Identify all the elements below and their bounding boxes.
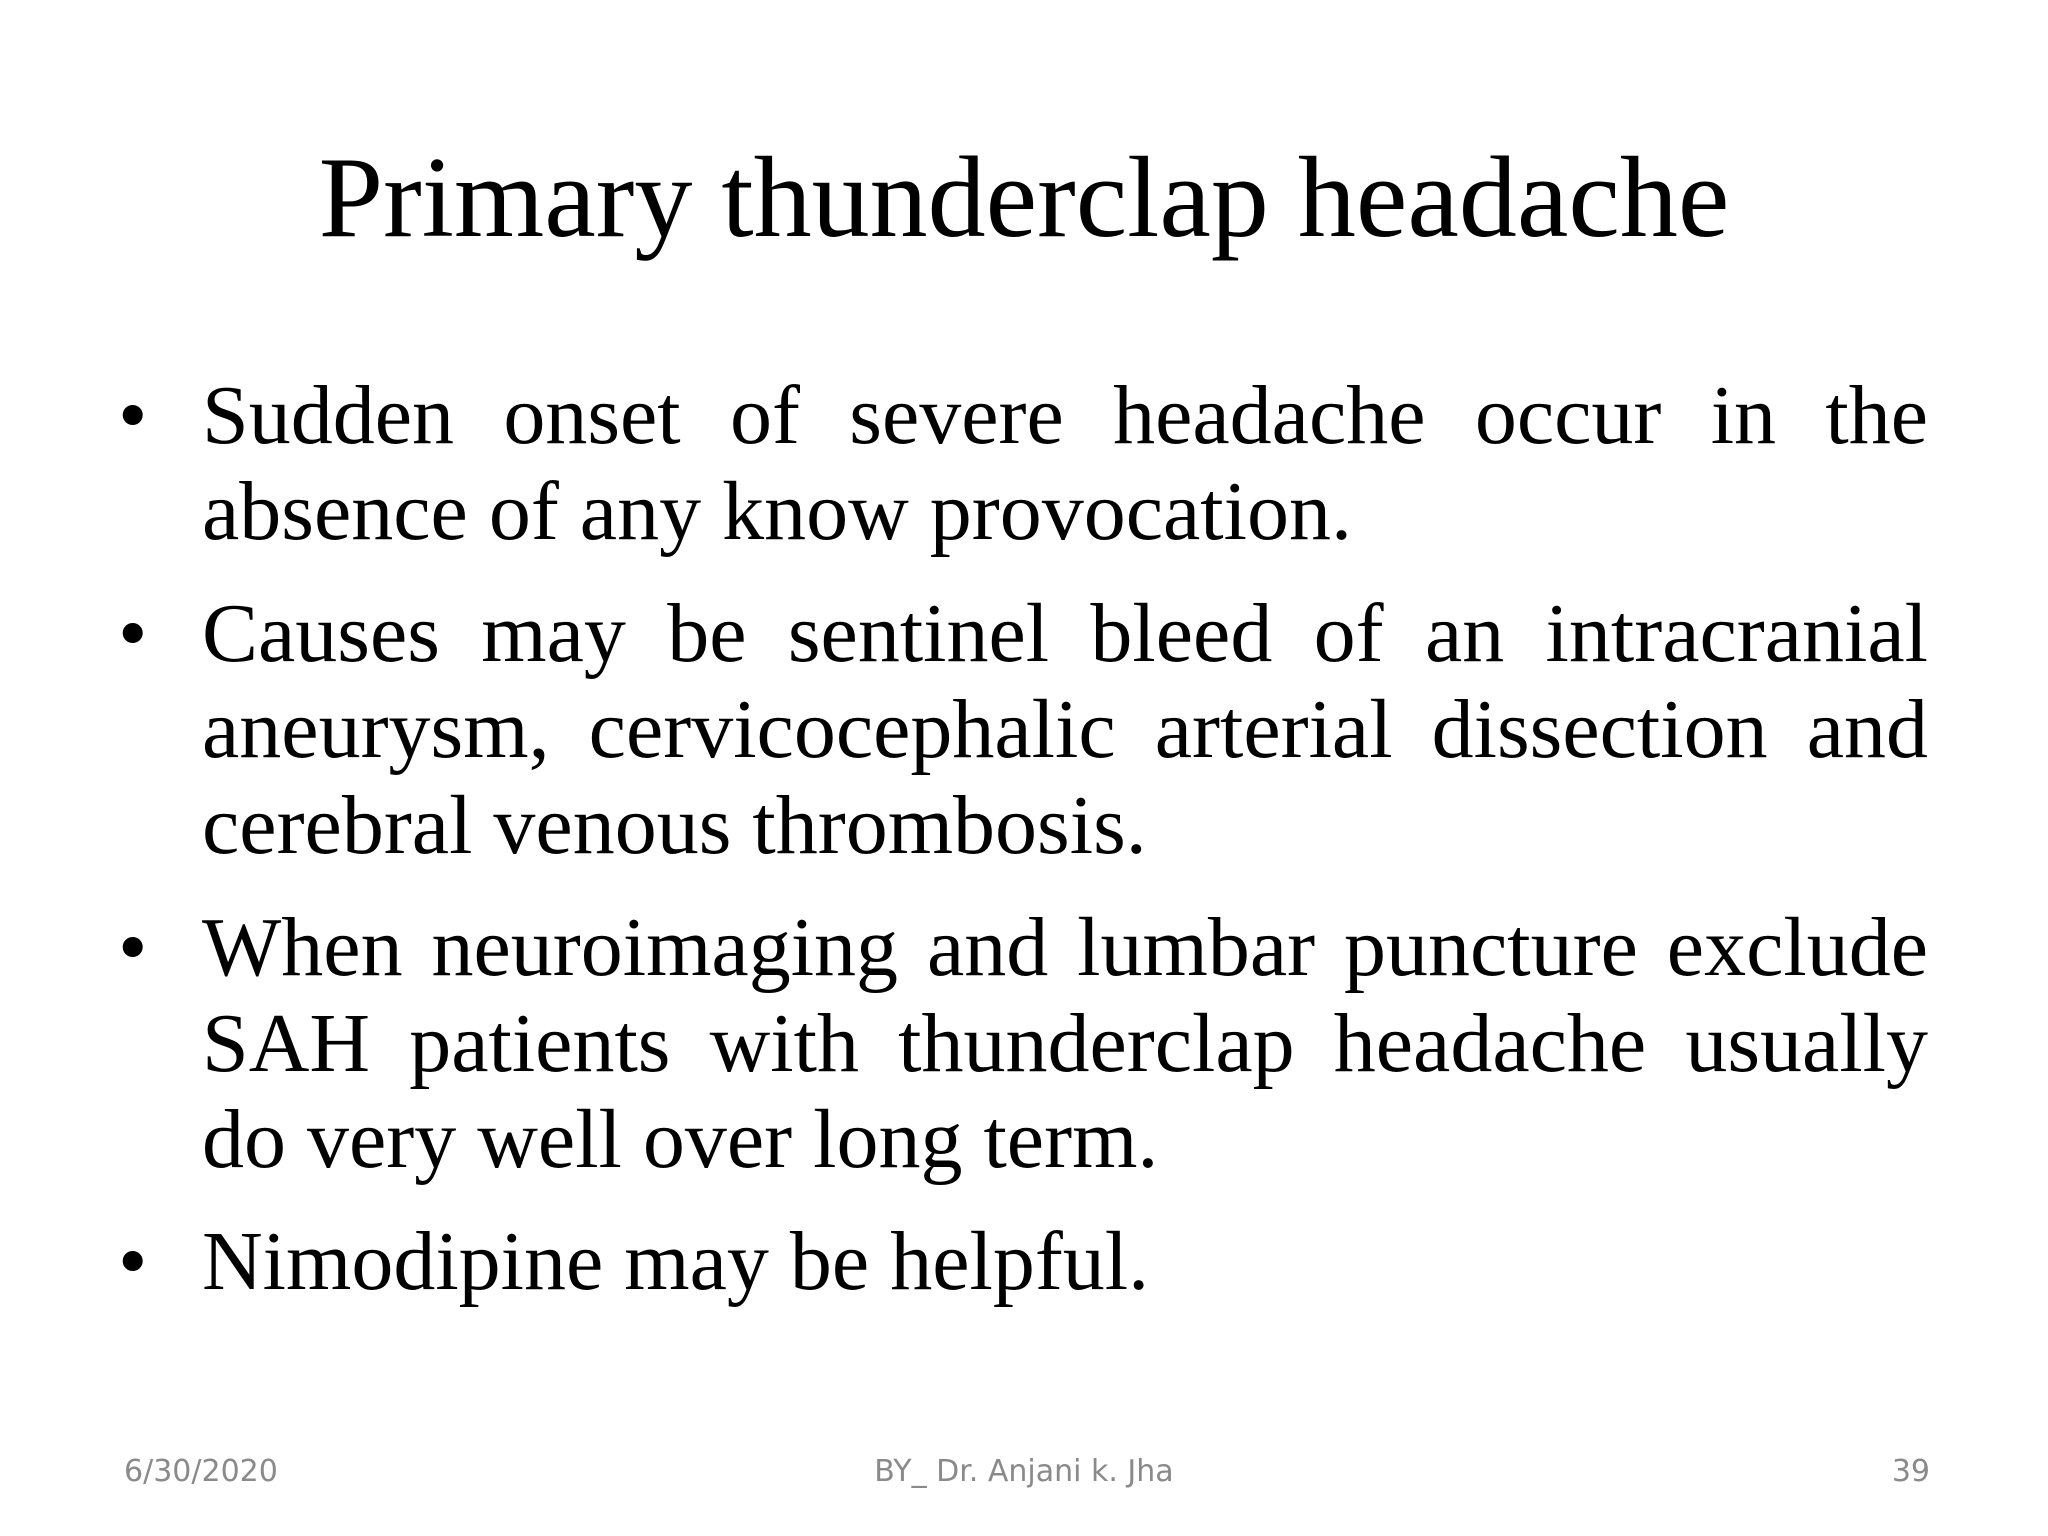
bullet-text: Nimodipine may be helpful.	[202, 1215, 1150, 1308]
bullet-text: Sudden onset of severe headache occur in the absence of any know provocation.	[202, 369, 1928, 558]
bullet-text: Causes may be sentinel bleed of an intracranial aneurysm, cervicocephalic arterial dissection and cerebral venous thrombosis.	[202, 587, 1928, 872]
bullet-list	[118, 368, 1928, 1336]
bullet-item	[118, 900, 1928, 1188]
bullet-item	[118, 586, 1928, 874]
bullet-marker: •	[118, 901, 148, 994]
footer-author: BY_ Dr. Anjani k. Jha	[874, 1454, 1174, 1489]
bullet-marker: •	[118, 1215, 148, 1308]
footer-date: 6/30/2020	[124, 1454, 278, 1489]
page-number: 39	[1891, 1454, 1930, 1489]
bullet-marker: •	[118, 369, 148, 462]
bullet-item	[118, 1214, 1928, 1310]
slide-title: Primary thunderclap headache	[318, 134, 1730, 262]
bullet-item	[118, 368, 1928, 560]
bullet-text: When neuroimaging and lumbar puncture exclude SAH patients with thunderclap headache usually do very well over long term.	[202, 901, 1928, 1186]
bullet-marker: •	[118, 587, 148, 680]
